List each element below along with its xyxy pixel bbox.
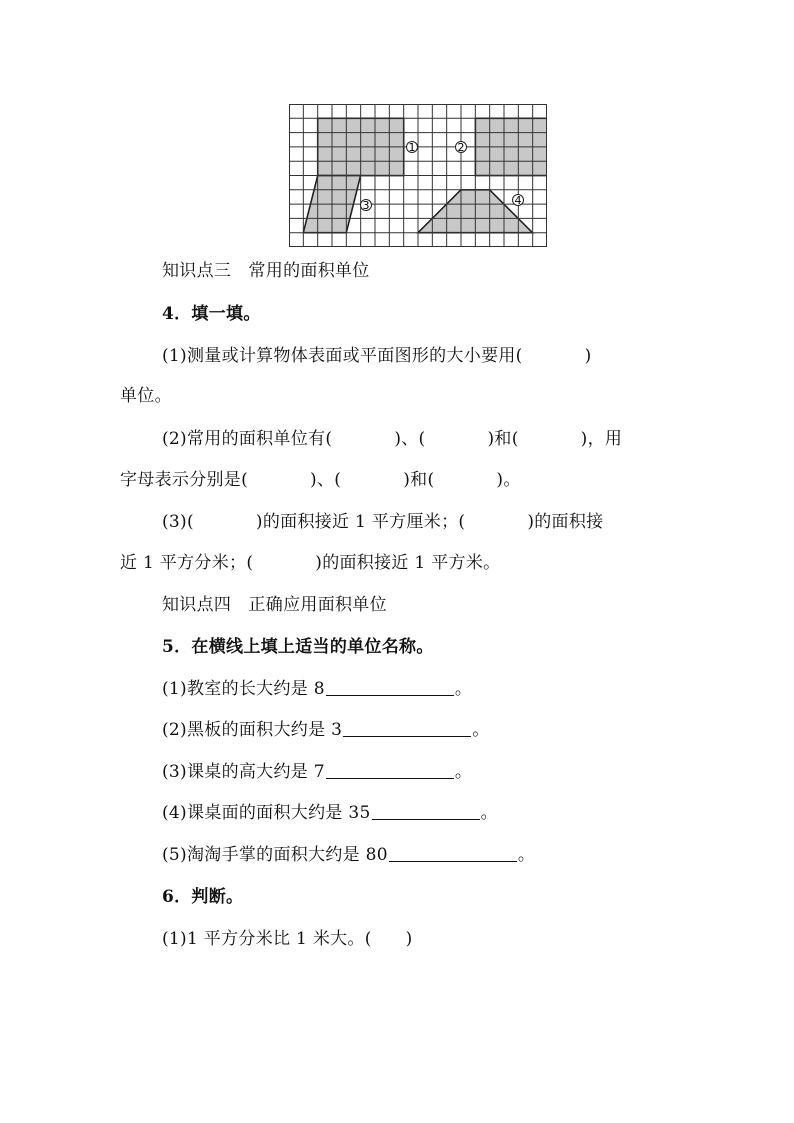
grid-diagram — [289, 104, 547, 247]
fill-blank-line[interactable] — [372, 803, 480, 820]
question-6-title: 6．判断。 — [162, 887, 244, 907]
label-2: 2 — [457, 141, 465, 154]
section-3-heading: 知识点三 常用的面积单位 — [162, 261, 370, 281]
fill-blank-line[interactable] — [326, 679, 454, 696]
q4-part2-line1: (2)常用的面积单位有( )、( )和( )，用 — [162, 429, 623, 449]
q4-part3-line2: 近 1 平方分米；( )的面积接近 1 平方米。 — [120, 553, 501, 573]
fill-blank-line[interactable] — [326, 762, 454, 779]
question-4-title: 4．填一填。 — [162, 304, 261, 324]
label-1: 1 — [408, 141, 416, 154]
q5-item-2: (2)黑板的面积大约是 3 。 — [162, 720, 490, 740]
label-4: 4 — [514, 194, 522, 207]
q5-item-4: (4)课桌面的面积大约是 35 。 — [162, 803, 498, 823]
label-3: 3 — [362, 199, 370, 212]
q5-item-3: (3)课桌的高大约是 7 。 — [162, 762, 473, 782]
fill-blank-line[interactable] — [389, 845, 517, 862]
section-4-heading: 知识点四 正确应用面积单位 — [162, 595, 387, 615]
q4-part1-line2: 单位。 — [120, 386, 172, 406]
q4-part1-line1: (1)测量或计算物体表面或平面图形的大小要用( ) — [162, 346, 592, 366]
grid-figure — [289, 104, 547, 247]
q4-part2-line2: 字母表示分别是( )、( )和( )。 — [120, 470, 521, 490]
q6-item-1: (1)1 平方分米比 1 米大。( ) — [162, 929, 413, 949]
q5-item-5: (5)淘淘手掌的面积大约是 80 。 — [162, 845, 536, 865]
q4-part3-line1: (3)( )的面积接近 1 平方厘米；( )的面积接 — [162, 512, 604, 532]
fill-blank-line[interactable] — [343, 720, 471, 737]
question-5-title: 5．在横线上填上适当的单位名称。 — [162, 637, 434, 657]
q5-item-1: (1)教室的长大约是 8 。 — [162, 679, 473, 699]
